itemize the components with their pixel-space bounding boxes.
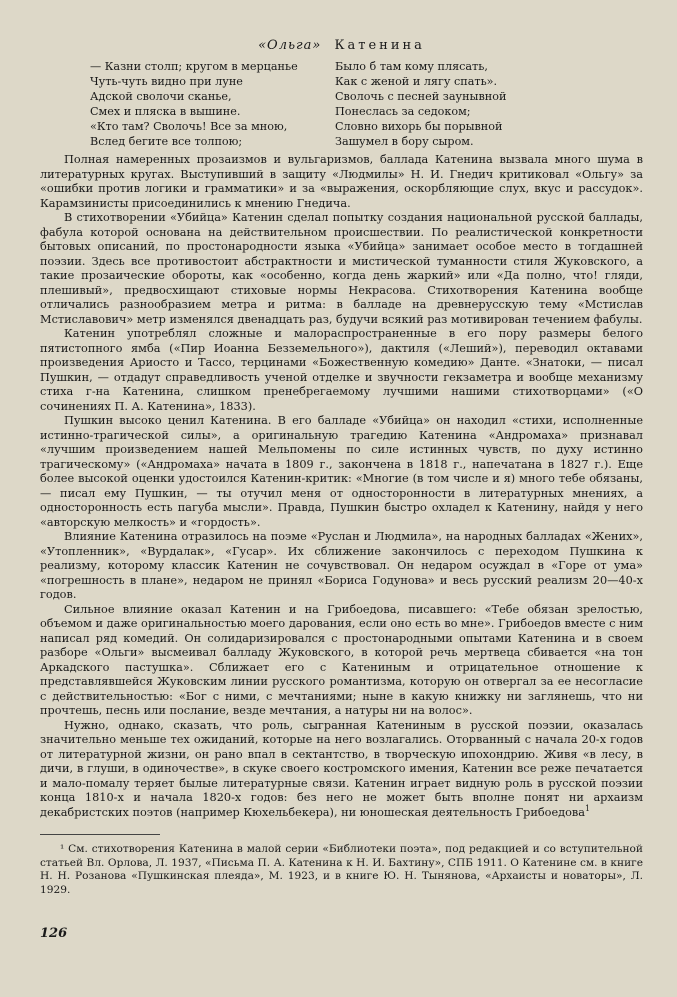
poem-quote (90, 59, 560, 149)
poem-line: Вслед бегите все толпою; (90, 135, 243, 148)
poem-line: Словно вихорь бы порывной (335, 120, 503, 133)
paragraph: Влияние Катенина отразилось на поэме «Руслан и Людмила», на народных балладах «Жених», «Утопленник», «Вурдалак», «Гусар». Их сближение закончилось с переходом Пушкина к реализму, которому классик Катенин не сочувствовал. Он недаром осуждал в «Горе от ума» «погрешность в плане», недаром не принял «Бориса Годунова» и весь русский реализм 20—40-х годов. (40, 530, 643, 601)
running-head-title: «Ольга» (258, 38, 322, 53)
poem-left-column (90, 59, 315, 149)
footnote-marker: 1 (585, 803, 591, 813)
poem-line: Зашумел в бору сыром. (335, 135, 474, 148)
footnote-divider (40, 834, 160, 835)
poem-line: Понеслась за седоком; (335, 105, 471, 118)
poem-line: — Казни столп; кругом в мерцанье (90, 60, 298, 73)
page-number: 126 (40, 926, 68, 941)
poem-line: Адской сволочи сканье, (90, 90, 232, 103)
running-head (40, 38, 643, 53)
paragraph: В стихотворении «Убийца» Катенин сделал попытку создания национальной русской баллады, фабула которой основана на действительном происшествии. По реалистической конкретности бытовых описаний, по простонародности языка «Убийца» занимает особое место в тогдашней поэзии. Здесь все противостоит абстрактности и мистической туманности стиля Жуковского, а такие прозаические обороты, как «особенно, когда день жаркий» или «Да полно, что! гляди, плешивый», предвосхищают стиховые нормы Некрасова. Стихотворения Катенина вообще отличались разнообразием метра и ритма: в балладе на древнерусскую тему «Мстислав Мстиславович» метр изменялся двенадцать раз, будучи всякий раз мотивирован течением фабулы. (40, 211, 643, 326)
poem-line: Чуть-чуть видно при луне (90, 75, 243, 88)
paragraph: Пушкин высоко ценил Катенина. В его балладе «Убийца» он находил «стихи, исполненные истинно-трагической силы», а оригинальную трагедию Катенина «Андромаха» признавал «лучшим произведением нашей Мельпомены по силе истинных чувств, по духу истинно трагическому» («Андромаха» начата в 1809 г., закончена в 1818 г., напечатана в 1827 г.). Еще более высокой оценки удостоился Катенин-критик: «Многие (в том числе и я) много тебе обязаны, — писал ему Пушкин, — ты отучил меня от односторонности в литературных мнениях, а односторонность есть пагуба мысли». Правда, Пушкин быстро охладел к Катенину, найдя у него «авторскую мелкость» и «гордость». (40, 414, 643, 529)
footnote: ¹ См. стихотворения Катенина в малой серии «Библиотеки поэта», под редакцией и со вступительной статьей Вл. Орлова, Л. 1937, «Письма П. А. Катенина к Н. И. Бахтину», СПБ 1911. О Катенине см. в книге Н. Н. Розанова «Пушкинская плеяда», М. 1923, и в книге Ю. Н. Тынянова, «Архаисты и новаторы», Л. 1929. (40, 843, 643, 896)
paragraph: Катенин употреблял сложные и малораспространенные в его пору размеры белого пятистопного ямба («Пир Иоанна Безземельного»), дактиля («Леший»), переводил октавами произведения Ариосто и Тассо, терцинами «Божественную комедию» Данте. «Знатоки, — писал Пушкин, — отдадут справедливость ученой отделке и звучности гекзаметра и вообще механизму стиха г-на Катенина, слишком пренебрегаемому лучшими нашими стихотворцами» («О сочинениях П. А. Катенина», 1833). (40, 327, 643, 413)
poem-line: «Кто там? Сволочь! Все за мною, (90, 120, 288, 133)
body-text (40, 153, 643, 820)
paragraph-last (40, 719, 643, 821)
poem-right-column (335, 59, 560, 149)
poem-line: Было б там кому плясать, (335, 60, 488, 73)
poem-line: Смех и пляска в вышине. (90, 105, 241, 118)
paragraph: Полная намеренных прозаизмов и вульгаризмов, баллада Катенина вызвала много шума в литературных кругах. Выступивший в защиту «Людмилы» Н. И. Гнедич критиковал «Ольгу» за «ошибки против логики и грамматики» и за «выражения, оскорбляющие слух, вкус и рассудок». Карамзинисты присоединились к мнению Гнедича. (40, 153, 643, 210)
running-head-author: Катенина (334, 38, 425, 53)
poem-line: Сволочь с песней заунывной (335, 90, 507, 103)
paragraph: Сильное влияние оказал Катенин и на Грибоедова, писавшего: «Тебе обязан зрелостью, объемом и даже оригинальностью моего дарования, если оно есть во мне». Грибоедов вместе с ним написал ряд комедий. Он солидаризировался с простонародными опытами Катенина и в своем разборе «Ольги» высмеивал балладу Жуковского, в которой речь мертвеца сбивается «на тон Аркадского пастушка». Сближает его с Катениным и отрицательное отношение к представлявшейся Жуковским линии русского романтизма, которую он отвергал за ее несогласие с действительностью: «Бог с ними, с мечтаниями; ныне в какую книжку ни заглянешь, что ни прочтешь, песнь или послание, везде мечтания, а натуры ни на волос». (40, 602, 643, 717)
poem-line: Как с женой и лягу спать». (335, 75, 498, 88)
paragraph-last-text: Нужно, однако, сказать, что роль, сыгранная Катениным в русской поэзии, оказалась значительно меньше тех ожиданий, которые на него возлагались. Оторванный с начала 20-х годов от литературной жизни, он рано впал в сектантство, в творческую ипохондрию. Живя «в лесу, в дичи, в глуши, в одиночестве», в скуке своего костромского имения, Катенин все реже печатается и мало-помалу теряет былые литературные связи. Катенин играет видную роль в русской поэзии конца 1810-х и начала 1820-х годов: без него не может быть вполне понят ни архаизм декабристских поэтов (например Кюхельбекера), ни юношеская деятельность Грибоедова (40, 718, 643, 819)
